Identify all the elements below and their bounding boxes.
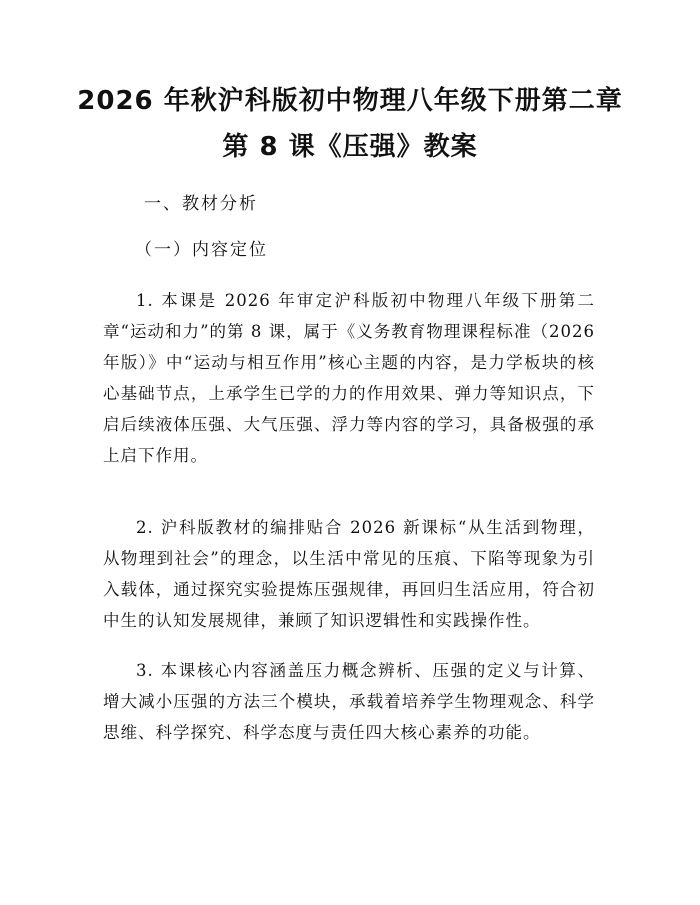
paragraph-1: 1. 本课是 2026 年审定沪科版初中物理八年级下册第二章“运动和力”的第 8 课，属于《义务教育物理课程标准（2026 年版）》中“运动与相互作用”核心主题的内容，是力学板块的核心基础节点，上承学生已学的力的作用效果、弹力等知识点，下启后续液体压强、大气压强、浮力等内容的学习，具备极强的承上启下作用。 [103,291,595,465]
document-title-line-1: 2026 年秋沪科版初中物理八年级下册第二章 [77,86,623,116]
paragraph-3: 3. 本课核心内容涵盖压力概念辨析、压强的定义与计算、增大减小压强的方法三个模块，承载着培养学生物理观念、科学思维、科学探究、科学态度与责任四大核心素养的功能。 [103,661,595,742]
document-title-line-2: 第 8 课《压强》教案 [222,132,478,162]
section-heading: 一、教材分析 [144,194,258,214]
subsection-heading: （一）内容定位 [135,240,268,260]
paragraph-2: 2. 沪科版教材的编排贴合 2026 新课标“从生活到物理，从物理到社会”的理念，以生活中常见的压痕、下陷等现象为引入载体，通过探究实验提炼压强规律，再回归生活应用，符合初中生的认知发展规律，兼顾了知识逻辑性和实践操作性。 [103,518,595,630]
